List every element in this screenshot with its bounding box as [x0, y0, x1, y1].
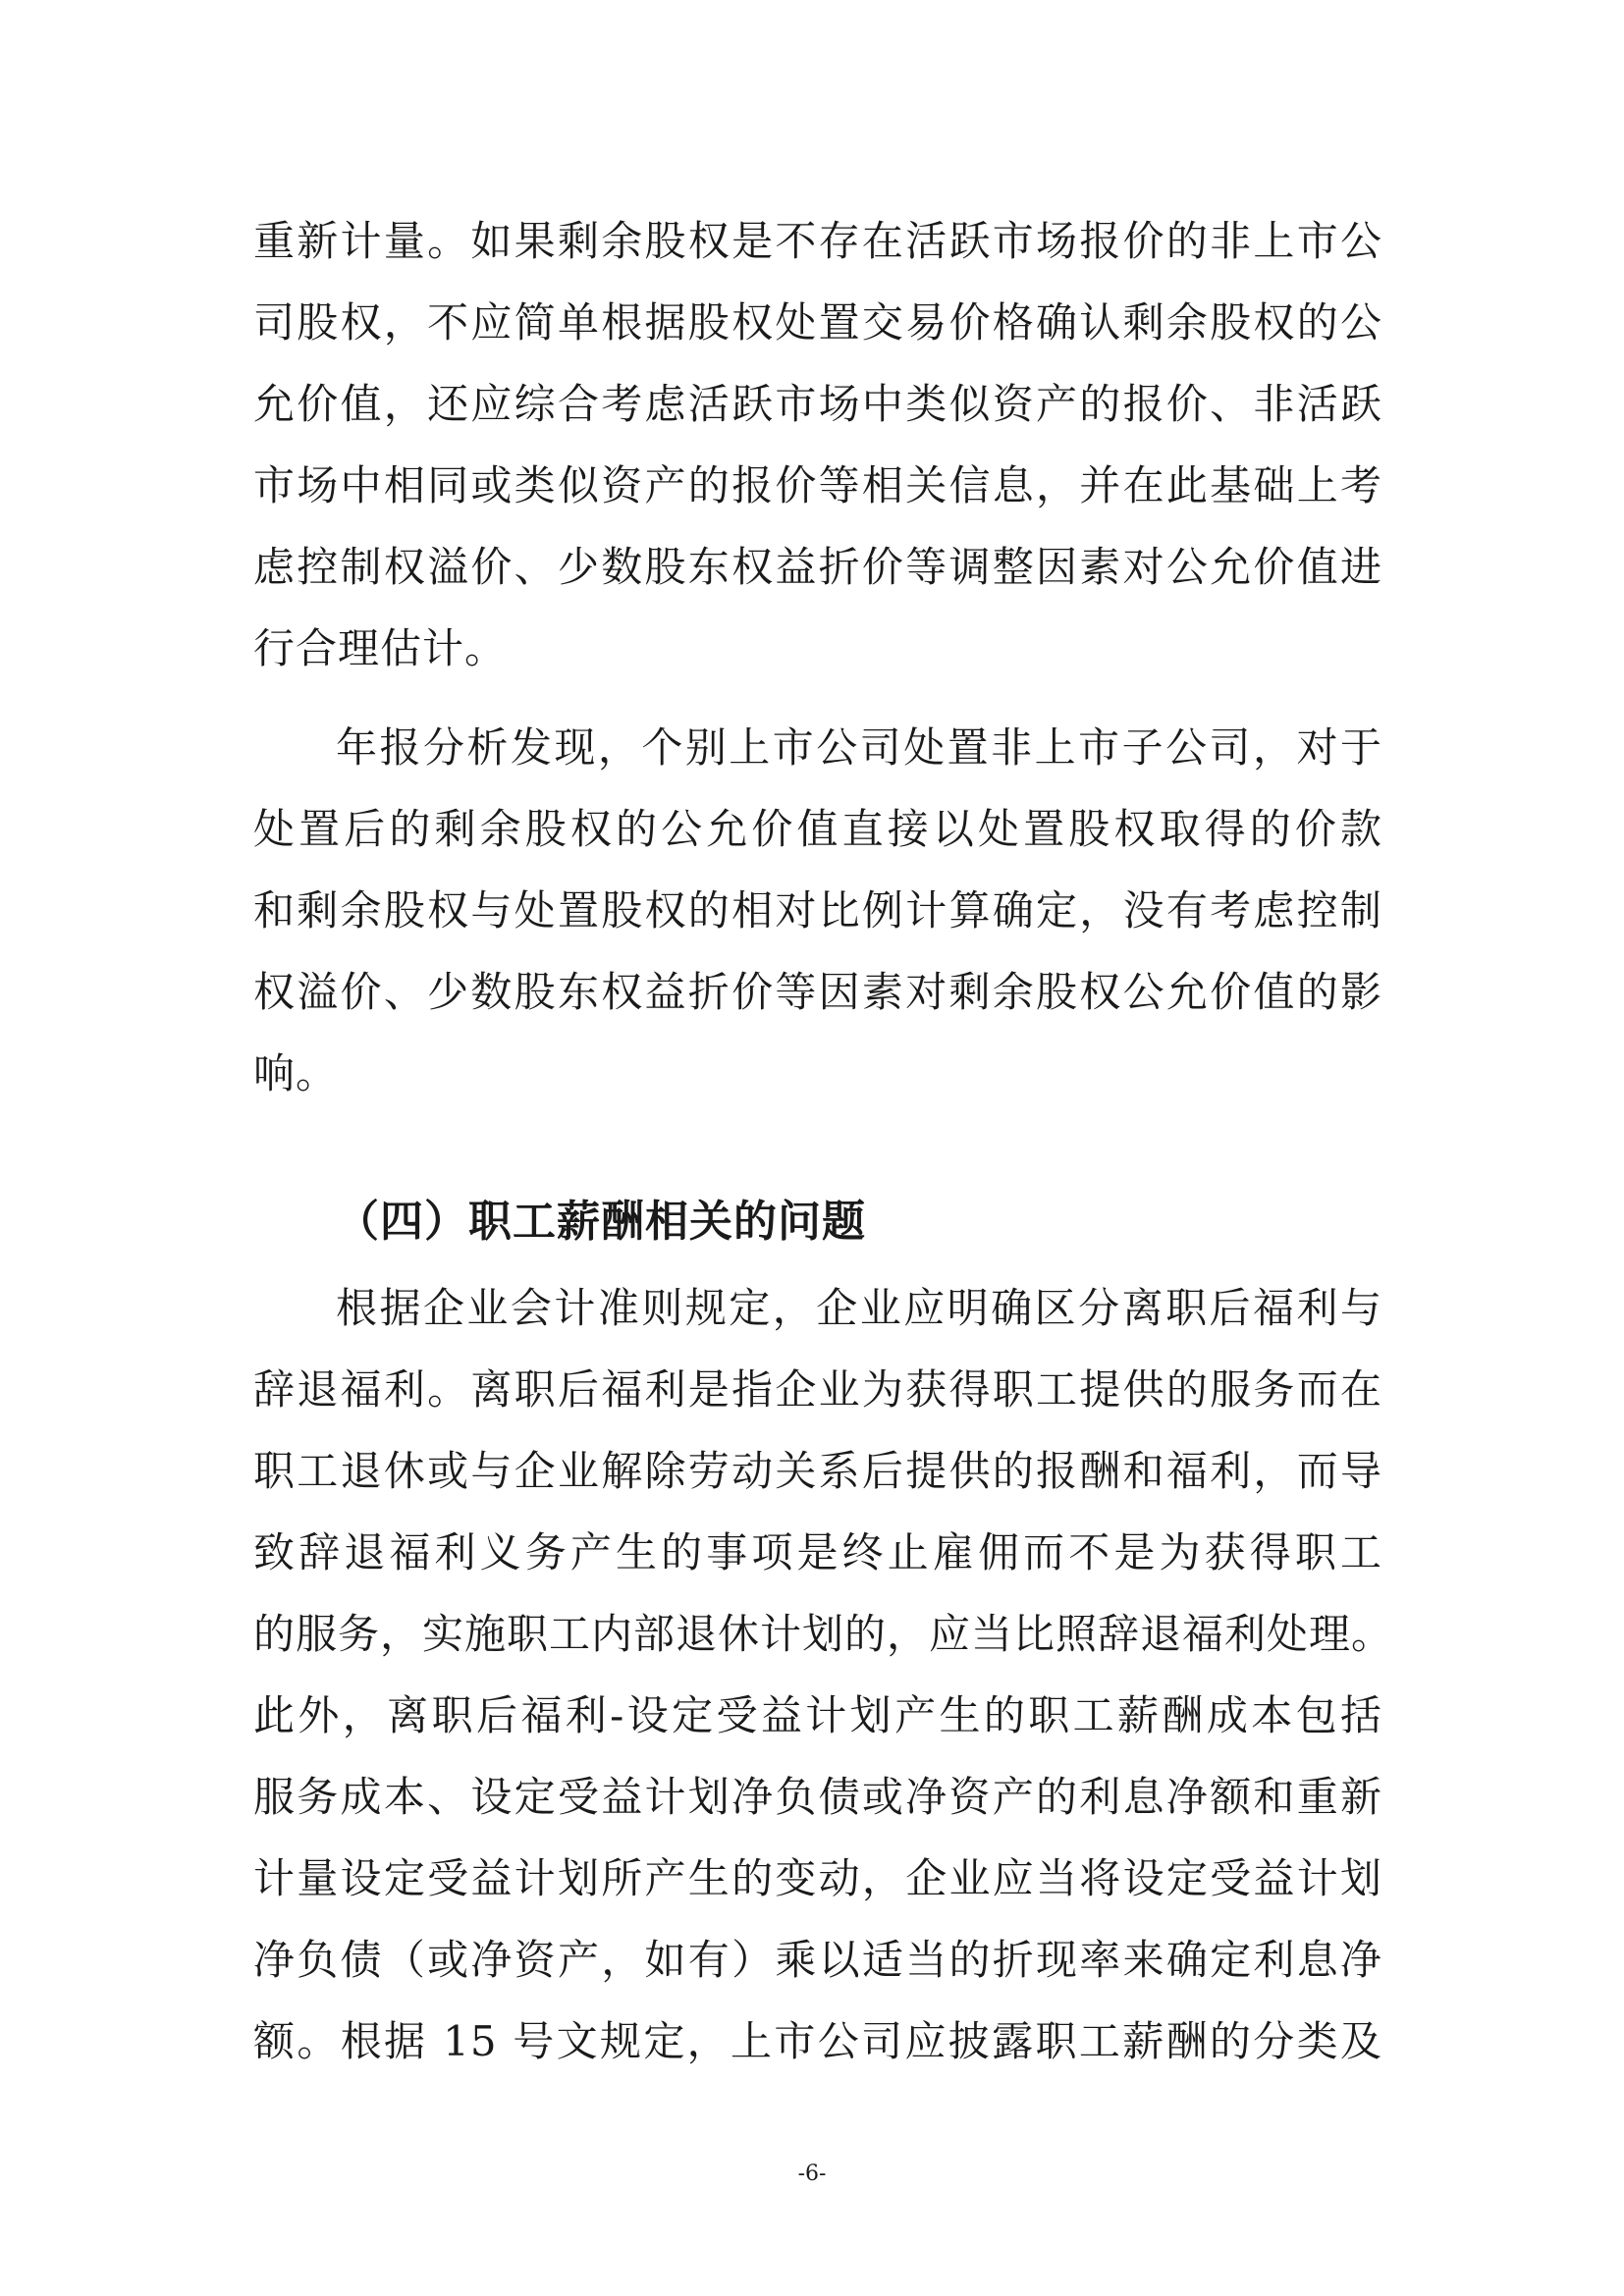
- text-line: 允价值，还应综合考虑活跃市场中类似资产的报价、非活跃: [253, 380, 1382, 428]
- text-line: 职工退休或与企业解除劳动关系后提供的报酬和福利，而导: [253, 1447, 1382, 1495]
- text-line: 市场中相同或类似资产的报价等相关信息，并在此基础上考: [253, 461, 1382, 509]
- text-line: 行合理估计。: [253, 624, 508, 672]
- text-line: 额。根据 15 号文规定，上市公司应披露职工薪酬的分类及: [253, 2017, 1382, 2065]
- text-line: 致辞退福利义务产生的事项是终止雇佣而不是为获得职工: [253, 1528, 1382, 1576]
- text-line: 净负债（或净资产，如有）乘以适当的折现率来确定利息净: [253, 1936, 1382, 1984]
- text-line: 计量设定受益计划所产生的变动，企业应当将设定受益计划: [253, 1854, 1382, 1902]
- text-line: 服务成本、设定受益计划净负债或净资产的利息净额和重新: [253, 1773, 1382, 1821]
- page-number: -6-: [797, 2162, 827, 2186]
- text-line: 虑控制权溢价、少数股东权益折价等调整因素对公允价值进: [253, 543, 1382, 591]
- text-line: 的服务，实施职工内部退休计划的，应当比照辞退福利处理。: [253, 1610, 1394, 1658]
- text-line: 根据企业会计准则规定，企业应明确区分离职后福利与: [336, 1284, 1382, 1332]
- section-heading: （四）职工薪酬相关的问题: [336, 1197, 866, 1247]
- text-line: 处置后的剩余股权的公允价值直接以处置股权取得的价款: [253, 805, 1382, 853]
- text-line: 重新计量。如果剩余股权是不存在活跃市场报价的非上市公: [253, 217, 1382, 265]
- text-line: 和剩余股权与处置股权的相对比例计算确定，没有考虑控制: [253, 886, 1382, 934]
- text-line: 年报分析发现，个别上市公司处置非上市子公司，对于: [336, 723, 1382, 772]
- text-line: 司股权，不应简单根据股权处置交易价格确认剩余股权的公: [253, 298, 1382, 347]
- text-line: 权溢价、少数股东权益折价等因素对剩余股权公允价值的影: [253, 968, 1382, 1016]
- text-line: 此外，离职后福利-设定受益计划产生的职工薪酬成本包括: [253, 1691, 1382, 1739]
- text-line: 响。: [253, 1049, 339, 1097]
- text-line: 辞退福利。离职后福利是指企业为获得职工提供的服务而在: [253, 1365, 1382, 1414]
